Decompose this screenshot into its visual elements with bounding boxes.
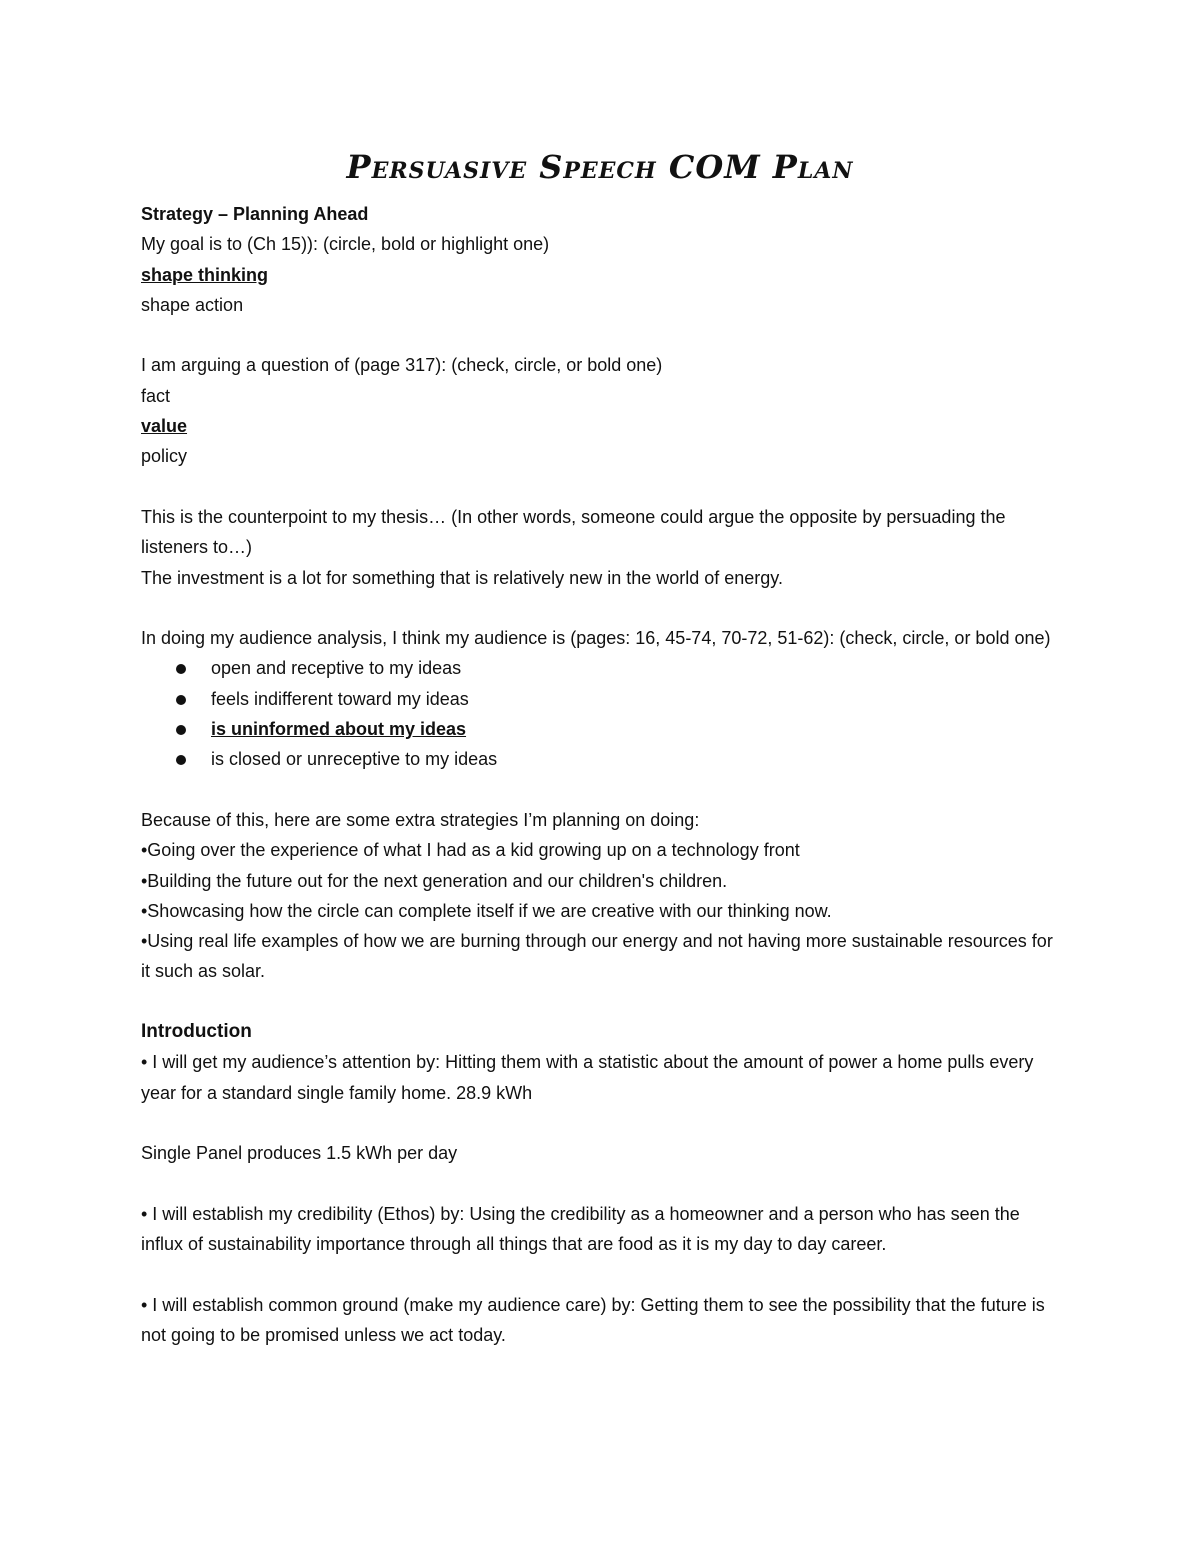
question-prompt: I am arguing a question of (page 317): (check, circle, or bold one) — [141, 355, 663, 376]
attention-statement: • I will get my audience’s attention by: Hitting them with a statistic about the amount of power a home pulls every year for a standard single family home. 28.9 kWh — [141, 1052, 1039, 1103]
question-option-value-selected: value — [141, 416, 188, 437]
goal-option-shape-thinking-selected: shape thinking — [141, 264, 269, 285]
audience-option-label: feels indifferent toward my ideas — [211, 688, 469, 709]
audience-option-selected — [173, 714, 1061, 744]
audience-option — [173, 744, 1061, 774]
spacer — [141, 987, 1061, 1017]
document-body — [141, 199, 1061, 1350]
spacer — [141, 1259, 1061, 1289]
audience-option-label: is closed or unreceptive to my ideas — [211, 749, 498, 770]
common-ground-statement: • I will establish common ground (make my audience care) by: Getting them to see the possibility that the future is not going to be promised unless we act today. — [141, 1294, 1050, 1345]
goal-prompt: My goal is to (Ch 15)): (circle, bold or highlight one) — [141, 234, 550, 255]
spacer — [141, 775, 1061, 805]
spacer — [141, 1169, 1061, 1199]
spacer — [141, 472, 1061, 502]
audience-option-label: is uninformed about my ideas — [211, 719, 467, 740]
bullet-icon — [176, 695, 186, 705]
extra-strategy-item: •Going over the experience of what I had as a kid growing up on a technology front — [141, 840, 800, 861]
audience-prompt: In doing my audience analysis, I think my audience is (pages: 16, 45-74, 70-72, 51-62): (check, circle, or bold one) — [141, 628, 1051, 649]
introduction-heading: Introduction — [141, 1021, 252, 1043]
spacer — [141, 320, 1061, 350]
spacer — [141, 593, 1061, 623]
goal-option-shape-action: shape action — [141, 294, 244, 315]
bullet-icon — [176, 755, 186, 765]
extra-strategies-prompt: Because of this, here are some extra strategies I’m planning on doing: — [141, 809, 700, 830]
counterpoint-answer: The investment is a lot for something that is relatively new in the world of energy. — [141, 567, 783, 588]
bullet-icon — [176, 725, 186, 735]
spacer — [141, 1108, 1061, 1138]
extra-strategy-item: •Building the future out for the next generation and our children's children. — [141, 870, 728, 891]
extra-strategy-item: •Using real life examples of how we are burning through our energy and not having more sustainable resources for it such as solar. — [141, 931, 1058, 982]
counterpoint-prompt: This is the counterpoint to my thesis… (In other words, someone could argue the opposite by persuading the listeners to…) — [141, 506, 1011, 558]
question-option-policy: policy — [141, 446, 188, 467]
audience-option — [173, 653, 1061, 683]
audience-option-label: open and receptive to my ideas — [211, 658, 462, 679]
panel-note: Single Panel produces 1.5 kWh per day — [141, 1143, 458, 1164]
extra-strategy-item: •Showcasing how the circle can complete itself if we are creative with our thinking now. — [141, 900, 832, 921]
strategy-heading: Strategy – Planning Ahead — [141, 204, 369, 224]
audience-option — [173, 684, 1061, 714]
bullet-icon — [176, 664, 186, 674]
credibility-statement: • I will establish my credibility (Ethos) by: Using the credibility as a homeowner and a person who has seen the influx of sustainability importance through all things that are food as it is my day to day career. — [141, 1203, 1025, 1255]
document-title: Persuasive Speech COM Plan — [346, 148, 854, 186]
question-option-fact: fact — [141, 385, 171, 406]
audience-options-list — [141, 653, 1061, 774]
